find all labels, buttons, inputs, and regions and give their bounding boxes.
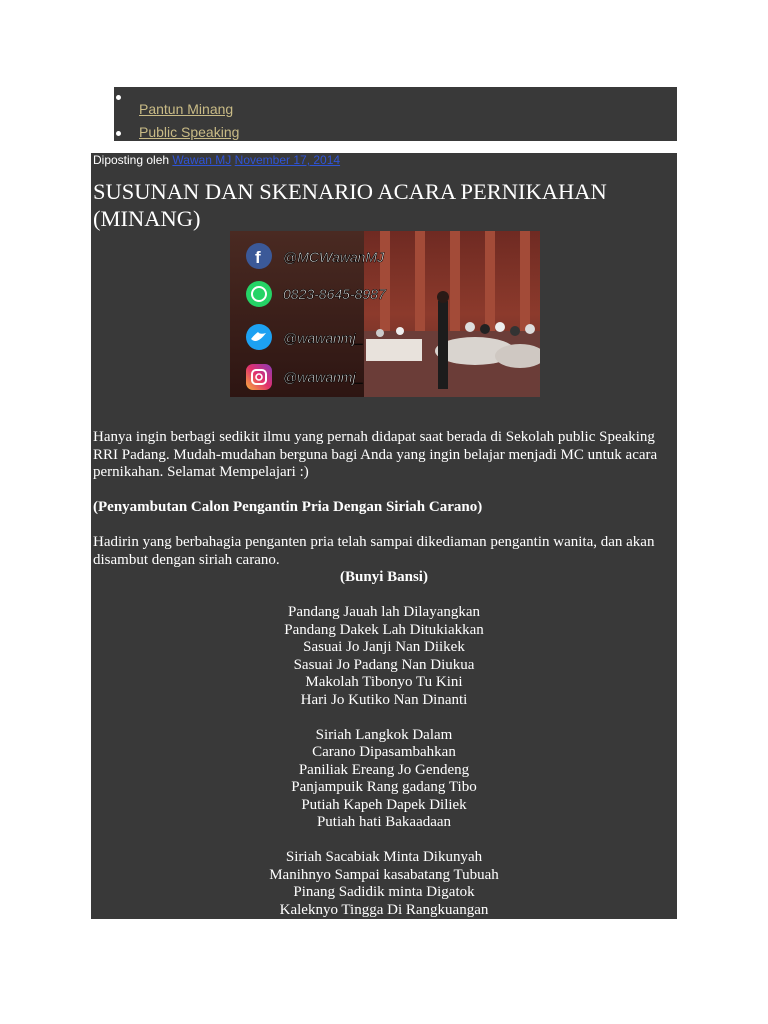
verse-line: Putiah hati Bakaadaan xyxy=(316,814,452,830)
post-title: SUSUNAN DAN SKENARIO ACARA PERNIKAHAN (MINANG) xyxy=(93,179,607,231)
bunyi-bansi-label: (Bunyi Bansi) xyxy=(340,569,428,585)
svg-text:f: f xyxy=(255,248,261,267)
verse-line: Carano Dipasambahkan xyxy=(312,744,456,760)
author-link[interactable]: Wawan MJ xyxy=(172,153,232,167)
verse-line: Pandang Dakek Lah Ditukiakkan xyxy=(284,621,484,638)
verse-line: Sasuai Jo Padang Nan Diukua xyxy=(293,656,475,673)
bullet-icon xyxy=(116,131,121,136)
verse-line: Putiah Kapeh Dapek Diliek xyxy=(301,796,467,813)
verse-line: Manihnyo Sampai kasabatang Tubuah xyxy=(269,866,499,883)
link-public-speaking[interactable]: Public Speaking xyxy=(139,124,240,140)
verse-line: Paniliak Ereang Jo Gendeng xyxy=(298,761,470,778)
section-text: Hadirin yang berbahagia penganten pria telah sampai dikediaman pengantin wanita, dan akan disambut dengan siriah carano. xyxy=(93,534,655,568)
verse-line: Pinang Sadidik minta Digatok xyxy=(293,884,475,900)
link-pantun-minang[interactable]: Pantun Minang xyxy=(139,101,234,117)
category-list-box xyxy=(114,87,677,141)
meta-prefix: Diposting oleh xyxy=(93,153,170,167)
verse-line: Sasuai Jo Janji Nan Diikek xyxy=(303,639,465,655)
verse-line: Siriah Sacabiak Minta Dikunyah xyxy=(285,849,483,865)
verse-line: Pandang Jauah lah Dilayangkan xyxy=(287,604,481,620)
verse-line: Panjampuik Rang gadang Tibo xyxy=(291,779,477,795)
banner-twitter-handle: @wawanmj_ xyxy=(283,330,364,346)
bullet-icon xyxy=(116,95,121,100)
verse-line: Siriah Langkok Dalam xyxy=(315,726,453,743)
verse-line: Hari Jo Kutiko Nan Dinanti xyxy=(300,691,468,708)
banner-facebook-handle: @MCWawanMJ xyxy=(283,249,385,265)
post-meta xyxy=(93,153,340,167)
instagram-icon xyxy=(246,364,272,390)
stanza-gap xyxy=(91,832,677,850)
pantun-verses xyxy=(91,604,677,919)
post-container xyxy=(91,153,677,919)
banner-whatsapp-number: 0823-8645-8987 xyxy=(283,286,386,302)
stanza-gap xyxy=(91,709,677,727)
section-heading: (Penyambutan Calon Pengantin Pria Dengan Siriah Carano) xyxy=(93,499,483,515)
date-link[interactable]: November 17, 2014 xyxy=(234,153,341,167)
intro-paragraph: Hanya ingin berbagi sedikit ilmu yang pernah didapat saat berada di Sekolah public Speaking RRI Padang. Mudah-mudahan berguna bagi Anda yang ingin belajar menjadi MC untuk acara pernikahan. Selamat Mempelajari :) xyxy=(93,429,658,480)
whatsapp-icon xyxy=(246,281,272,307)
banner-image xyxy=(230,231,540,397)
verse-line: Kaleknyo Tingga Di Rangkuangan xyxy=(279,901,489,918)
verse-line: Makolah Tibonyo Tu Kini xyxy=(305,674,463,690)
banner-instagram-handle: @wawanmj_ xyxy=(283,369,364,385)
